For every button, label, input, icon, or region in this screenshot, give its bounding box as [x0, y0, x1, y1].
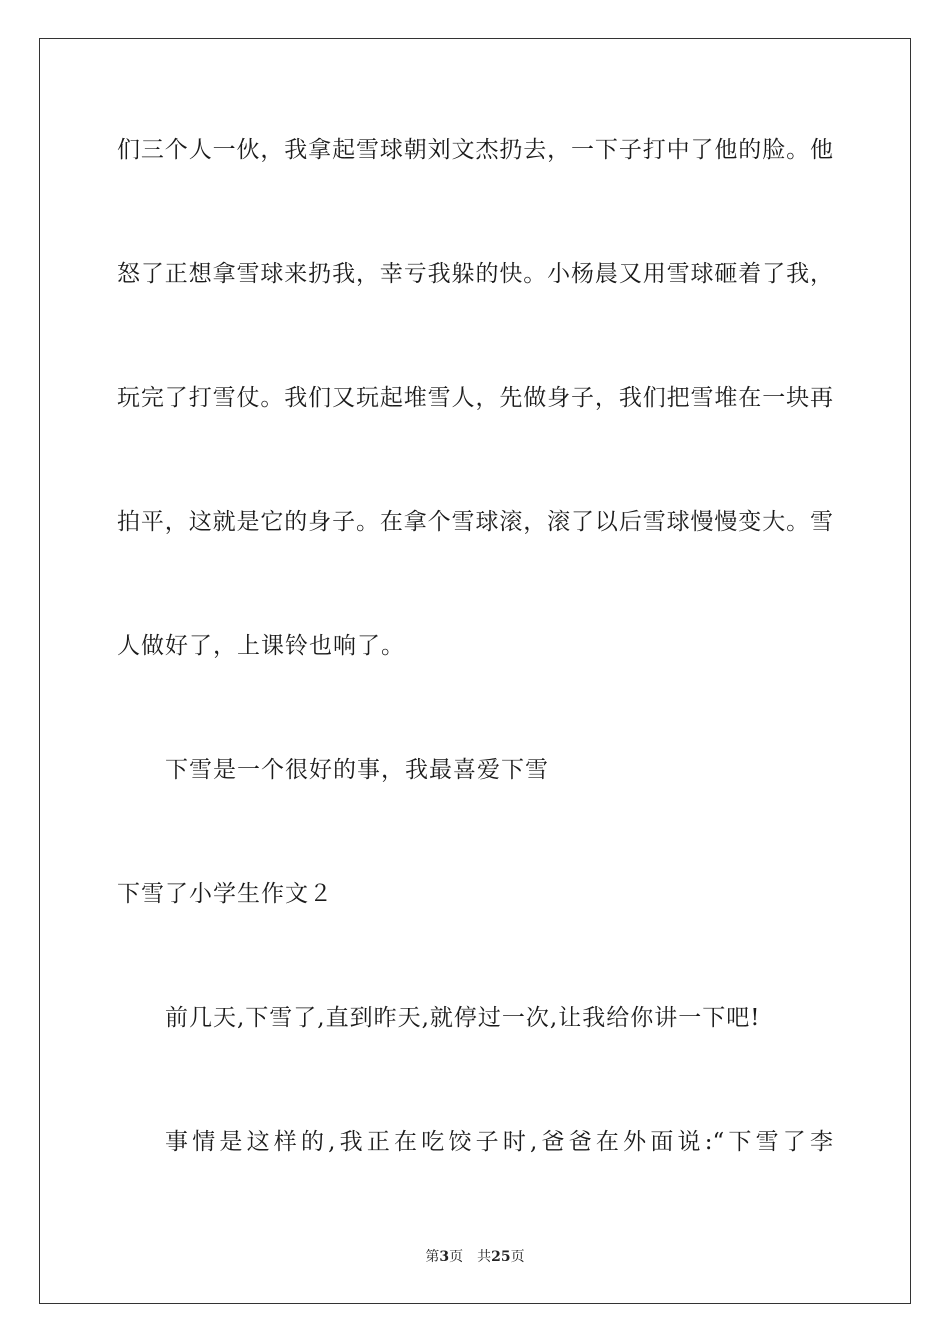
- footer-page-suffix: 页: [449, 1249, 464, 1265]
- body-line-3: 玩完了打雪仗。我们又玩起堆雪人，先做身子，我们把雪堆在一块再: [117, 385, 833, 411]
- body-line-5: 人做好了，上课铃也响了。: [117, 633, 405, 659]
- section-heading: 下雪了小学生作文２: [117, 881, 333, 907]
- body-line-2: 怒了正想拿雪球来扔我，幸亏我躲的快。小杨晨又用雪球砸着了我，: [117, 261, 833, 287]
- footer-total-prefix: 共: [477, 1249, 492, 1265]
- footer-total-number: 25: [491, 1249, 511, 1265]
- paragraph-opening: 前几天,下雪了,直到昨天,就停过一次,让我给你讲一下吧!: [165, 1005, 761, 1031]
- body-line-1: 们三个人一伙，我拿起雪球朝刘文杰扔去，一下子打中了他的脸。他: [117, 137, 833, 163]
- page-footer: [0, 1248, 950, 1266]
- paragraph-story-start: 事情是这样的,我正在吃饺子时,爸爸在外面说:“下雪了李: [165, 1129, 833, 1155]
- footer-page-prefix: 第: [425, 1249, 440, 1265]
- footer-page-number: 3: [439, 1249, 450, 1265]
- body-line-4: 拍平，这就是它的身子。在拿个雪球滚，滚了以后雪球慢慢变大。雪: [117, 509, 833, 535]
- page-border: [39, 38, 911, 1304]
- footer-total-suffix: 页: [510, 1249, 525, 1265]
- paragraph-closing: 下雪是一个很好的事，我最喜爱下雪: [165, 757, 549, 783]
